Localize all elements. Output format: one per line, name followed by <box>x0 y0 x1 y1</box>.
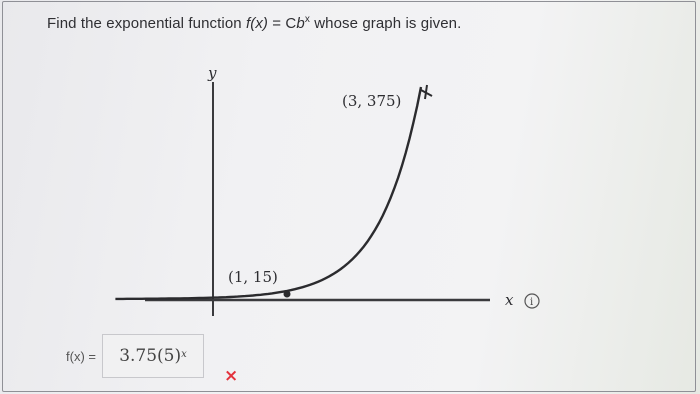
answer-exponent: x <box>181 348 187 360</box>
question-base: b <box>296 15 305 32</box>
answer-label: f(x) = <box>66 348 96 364</box>
point-marker <box>284 291 291 298</box>
answer-base: (5) <box>157 346 182 366</box>
answer-row <box>66 332 204 380</box>
point-label: (1, 15) <box>228 268 278 286</box>
question-prefix: Find the exponential function <box>47 15 246 32</box>
x-axis-label: x <box>505 291 514 309</box>
question-function: f(x) <box>245 15 269 32</box>
info-icon[interactable] <box>525 294 539 308</box>
curve-arrow-tick <box>425 85 427 99</box>
question-equals: = C <box>268 15 297 32</box>
answer-input[interactable] <box>102 334 204 378</box>
question-exponent: x <box>304 14 310 25</box>
info-icon-glyph[interactable]: i <box>530 297 534 308</box>
question-suffix: whose graph is given. <box>309 15 462 32</box>
point-label: (3, 375) <box>342 92 402 110</box>
incorrect-icon: × <box>224 366 239 386</box>
answer-coefficient: 3.75 <box>119 346 158 366</box>
y-axis-label: y <box>208 64 217 82</box>
